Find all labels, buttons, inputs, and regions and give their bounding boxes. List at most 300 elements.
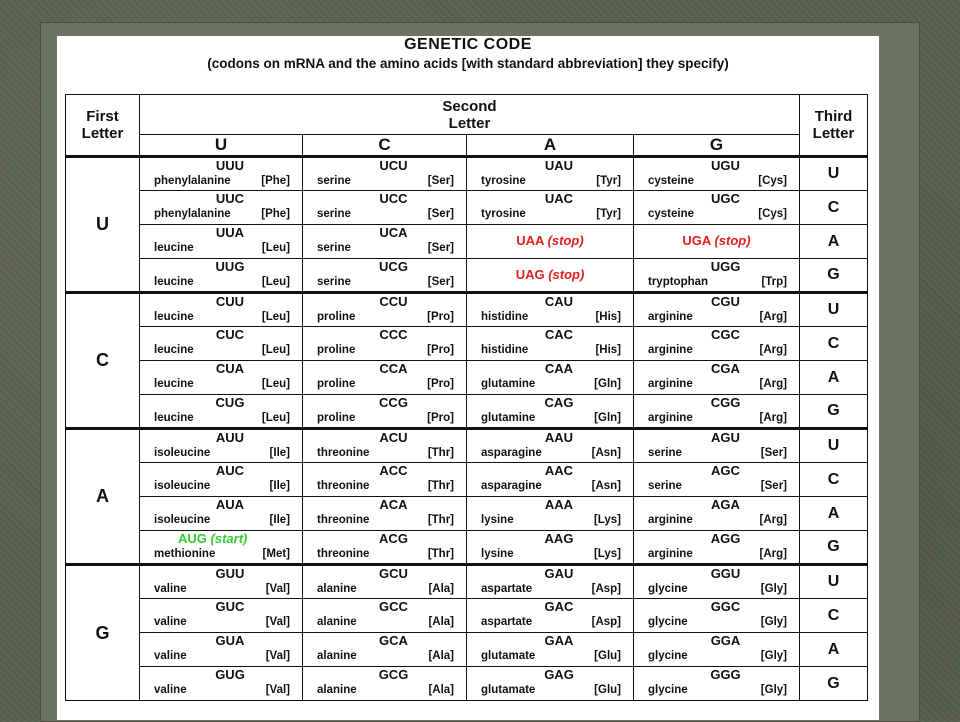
amino-acid-name: glutamate [481,650,536,662]
genetic-code-sheet [57,36,879,720]
codon-cell [140,531,303,565]
codon-text [634,667,799,682]
third-letter-header-line1: Third [814,108,853,125]
codon-cell [140,259,303,293]
codon-sequence: UAU [544,158,574,173]
codon-cell [467,293,634,327]
amino-acid-abbreviation: [Thr] [427,514,454,526]
codon-cell [140,463,303,497]
codon-cell [467,259,634,293]
codon-row [66,531,868,565]
amino-acid-name: serine [317,242,351,254]
codon-sequence: AUA [215,497,245,512]
amino-acid-abbreviation: [Arg] [759,344,787,356]
amino-acid-abbreviation: [Ser] [760,480,787,492]
amino-acid [634,512,799,529]
codon-sequence: CCU [379,294,408,309]
amino-acid-abbreviation: [Ser] [427,175,454,187]
codon-text [634,158,799,173]
amino-acid-abbreviation: [Pro] [427,412,454,424]
codon-row [66,633,868,667]
codon-text [634,395,799,410]
amino-acid [140,173,302,190]
codon-sequence: CAU [544,294,574,309]
amino-acid-name: tryptophan [648,276,709,288]
codon-cell [140,293,303,327]
amino-acid-abbreviation: [Leu] [261,242,290,254]
amino-acid-abbreviation: [Arg] [759,548,787,560]
amino-acid-name: threonine [317,548,370,560]
codon-sequence: CAC [544,327,574,342]
codon-cell [634,259,800,293]
first-base-label: U [66,157,140,293]
amino-acid [303,376,466,393]
amino-acid [140,546,302,563]
codon-cell [303,531,467,565]
codon-cell [467,429,634,463]
amino-acid-abbreviation: [Leu] [261,276,290,288]
third-base-label: U [800,565,868,599]
amino-acid-name: glycine [648,650,688,662]
amino-acid-name: asparagine [481,480,542,492]
amino-acid-name: lysine [481,548,514,560]
third-base-label: A [800,633,868,667]
codon-sequence: UGC [711,191,740,206]
codon-cell [140,327,303,361]
third-base-label: C [800,463,868,497]
amino-acid-name: alanine [317,616,357,628]
codon-text [140,566,302,581]
amino-acid-name: serine [317,276,351,288]
amino-acid-abbreviation: [Leu] [261,344,290,356]
amino-acid-abbreviation: [Ala] [428,650,454,662]
amino-acid-abbreviation: [Asp] [591,616,621,628]
amino-acid-name: threonine [317,514,370,526]
amino-acid-name: leucine [154,242,194,254]
amino-acid-abbreviation: [Arg] [759,514,787,526]
codon-cell [634,293,800,327]
amino-acid-abbreviation: [Gly] [760,583,787,595]
codon-sequence: CCA [379,361,408,376]
codon-cell [634,599,800,633]
codon-row [66,157,868,191]
amino-acid-name: alanine [317,583,357,595]
codon-sequence: GGA [710,633,741,648]
codon-text [634,566,799,581]
amino-acid-name: cysteine [648,208,695,220]
codon-text [303,361,466,376]
amino-acid [634,445,799,462]
codon-cell [140,565,303,599]
codon-cell [140,225,303,259]
amino-acid-abbreviation: [Gly] [760,650,787,662]
codon-cell [467,531,634,565]
amino-acid-abbreviation: [Gln] [594,412,621,424]
amino-acid-name: histidine [481,344,529,356]
second-letter-header-line1: Second [442,97,497,115]
amino-acid-abbreviation: [Val] [265,616,290,628]
codon-text [303,531,466,546]
third-letter-header-line2: Letter [812,125,855,142]
second-letter-header [140,95,800,135]
amino-acid-abbreviation: [Arg] [759,378,787,390]
amino-acid-name: isoleucine [154,514,211,526]
amino-acid [140,274,302,291]
amino-acid [467,512,633,529]
codon-text [140,259,302,274]
codon-cell [467,395,634,429]
amino-acid-name: alanine [317,650,357,662]
stop-codon-text: UAG [515,267,545,282]
codon-sequence: GAC [544,599,574,614]
codon-text [303,633,466,648]
codon-text [634,531,799,546]
codon-text [140,430,302,445]
amino-acid-name: valine [154,616,187,628]
codon-text [140,463,302,478]
amino-acid-abbreviation: [Ile] [269,447,290,459]
codon-text [467,599,633,614]
amino-acid-abbreviation: [Val] [265,684,290,696]
amino-acid [303,445,466,462]
amino-acid-name: tyrosine [481,208,526,220]
first-base-label: A [66,429,140,565]
codon-sequence: GCA [379,633,408,648]
amino-acid [634,342,799,359]
codon-sequence: GGG [710,667,741,682]
second-base-c: C [303,135,467,157]
codon-text [303,158,466,173]
codon-row [66,667,868,701]
amino-acid [634,648,799,665]
amino-acid-abbreviation: [Ile] [269,514,290,526]
amino-acid-name: aspartate [481,616,533,628]
codon-row [66,361,868,395]
amino-acid-name: arginine [648,378,693,390]
codon-text [634,294,799,309]
codon-cell [634,361,800,395]
amino-acid-name: valine [154,650,187,662]
amino-acid-abbreviation: [Thr] [427,447,454,459]
codon-sequence: CUU [215,294,245,309]
codon-sequence: AAG [544,531,574,546]
first-letter-header-line1: First [86,108,119,125]
codon-sequence: GGU [710,566,741,581]
amino-acid [467,376,633,393]
amino-acid-abbreviation: [Leu] [261,412,290,424]
amino-acid-name: asparagine [481,447,542,459]
codon-text [634,633,799,648]
amino-acid-name: proline [317,344,356,356]
codon-sequence: AUG [178,531,207,546]
amino-acid [140,648,302,665]
page-subtitle: (codons on mRNA and the amino acids [with standard abbreviation] they specify) [207,56,729,71]
codon-cell [303,497,467,531]
amino-acid-name: threonine [317,447,370,459]
codon-text [467,158,633,173]
page-title: GENETIC CODE [404,36,532,53]
codon-text [303,259,466,274]
codon-text [467,327,633,342]
codon-sequence: CUG [215,395,245,410]
codon-text [467,361,633,376]
amino-acid [634,478,799,495]
third-base-label: U [800,429,868,463]
codon-text [634,599,799,614]
amino-acid-abbreviation: [Gln] [594,378,621,390]
codon-sequence: CUC [215,327,245,342]
codon-cell [634,633,800,667]
codon-text [634,463,799,478]
codon-cell [303,327,467,361]
amino-acid [467,410,633,427]
amino-acid-abbreviation: [Trp] [761,276,787,288]
amino-acid [634,274,799,291]
codon-sequence: ACG [379,531,408,546]
codon-sequence: ACC [379,463,408,478]
codon-text [303,395,466,410]
third-base-label: G [800,667,868,701]
codon-sequence: UGU [711,158,740,173]
amino-acid [467,445,633,462]
amino-acid [467,614,633,631]
amino-acid-abbreviation: [Leu] [261,311,290,323]
amino-acid-abbreviation: [Cys] [758,175,787,187]
amino-acid-name: glycine [648,616,688,628]
codon-row [66,429,868,463]
codon-text [467,395,633,410]
codon-cell [140,395,303,429]
codon-cell [303,565,467,599]
codon-cell [467,327,634,361]
amino-acid-name: leucine [154,276,194,288]
codon-sequence: CGU [711,294,740,309]
amino-acid-name: glutamine [481,412,536,424]
amino-acid [634,309,799,326]
amino-acid-name: proline [317,412,356,424]
amino-acid-abbreviation: [Pro] [427,378,454,390]
first-letter-header [66,95,140,157]
codon-text [140,633,302,648]
amino-acid [634,410,799,427]
amino-acid [303,682,466,699]
amino-acid-abbreviation: [Thr] [427,480,454,492]
codon-sequence: AGU [711,430,740,445]
codon-cell [634,225,800,259]
amino-acid [303,478,466,495]
codon-sequence: AAA [544,497,574,512]
amino-acid [140,410,302,427]
third-base-label: G [800,259,868,293]
third-base-label: C [800,191,868,225]
amino-acid [303,274,466,291]
codon-cell [140,429,303,463]
amino-acid-name: glycine [648,684,688,696]
codon-cell [467,191,634,225]
amino-acid-abbreviation: [Asn] [591,480,621,492]
codon-text [140,497,302,512]
amino-acid [303,546,466,563]
amino-acid-abbreviation: [Arg] [759,412,787,424]
second-base-u: U [140,135,303,157]
amino-acid-abbreviation: [Ala] [428,684,454,696]
amino-acid [467,546,633,563]
amino-acid-name: serine [648,447,682,459]
codon-sequence: UCG [379,259,408,274]
amino-acid [303,173,466,190]
amino-acid [303,581,466,598]
amino-acid-name: isoleucine [154,480,211,492]
codon-row [66,225,868,259]
codon-cell [467,599,634,633]
first-base-label: G [66,565,140,701]
third-base-label: G [800,531,868,565]
first-letter-header-line2: Letter [81,125,124,142]
codon-text [303,463,466,478]
amino-acid [140,614,302,631]
codon-cell [467,225,634,259]
codon-sequence: CAA [544,361,574,376]
amino-acid-abbreviation: [Glu] [594,650,621,662]
codon-text [467,566,633,581]
amino-acid-abbreviation: [Tyr] [596,175,621,187]
amino-acid-name: leucine [154,311,194,323]
amino-acid [140,445,302,462]
codon-sequence: AGA [711,497,740,512]
stop-label: (stop) [547,233,584,248]
amino-acid-name: lysine [481,514,514,526]
amino-acid-name: valine [154,684,187,696]
amino-acid-abbreviation: [Ser] [760,447,787,459]
codon-sequence: GUA [215,633,245,648]
codon-sequence: GAG [544,667,574,682]
amino-acid-abbreviation: [His] [595,344,621,356]
amino-acid-name: phenylalanine [154,208,231,220]
amino-acid [303,648,466,665]
codon-sequence: AGG [710,531,741,546]
codon-text [140,667,302,682]
amino-acid [467,478,633,495]
amino-acid-abbreviation: [Pro] [427,311,454,323]
amino-acid [634,376,799,393]
third-letter-header [800,95,868,157]
genetic-code-table [65,94,868,701]
amino-acid [467,309,633,326]
codon-cell [634,157,800,191]
first-base-label: C [66,293,140,429]
amino-acid [634,206,799,223]
amino-acid [303,614,466,631]
codon-row [66,599,868,633]
codon-text [140,158,302,173]
codon-cell [303,463,467,497]
codon-cell [634,667,800,701]
codon-text [303,430,466,445]
codon-sequence: AUU [215,430,245,445]
amino-acid [467,206,633,223]
codon-text [303,566,466,581]
codon-cell [467,157,634,191]
codon-sequence: UUC [215,191,245,206]
amino-acid-name: threonine [317,480,370,492]
amino-acid-abbreviation: [Ser] [427,242,454,254]
codon-text [467,191,633,206]
codon-sequence: CAG [544,395,574,410]
codon-text [140,225,302,240]
stop-codon [634,225,799,257]
codon-sequence: GUC [215,599,245,614]
codon-text [467,497,633,512]
codon-cell [634,191,800,225]
amino-acid [140,309,302,326]
amino-acid-abbreviation: [Val] [265,650,290,662]
codon-cell [140,497,303,531]
codon-row [66,293,868,327]
codon-sequence: AUC [215,463,245,478]
codon-text [140,599,302,614]
amino-acid-abbreviation: [Lys] [593,548,621,560]
amino-acid-abbreviation: [Ser] [427,208,454,220]
amino-acid-abbreviation: [Val] [265,583,290,595]
codon-cell [303,667,467,701]
amino-acid-name: arginine [648,548,693,560]
codon-sequence: UUG [215,259,245,274]
amino-acid [140,206,302,223]
codon-sequence: GUU [215,566,245,581]
amino-acid [303,410,466,427]
amino-acid-abbreviation: [Leu] [261,378,290,390]
codon-cell [467,667,634,701]
third-base-label: G [800,395,868,429]
codon-text [303,225,466,240]
amino-acid-name: phenylalanine [154,175,231,187]
codon-row [66,463,868,497]
codon-text [467,531,633,546]
codon-cell [140,157,303,191]
codon-cell [634,565,800,599]
third-base-label: A [800,497,868,531]
codon-sequence: GAU [544,566,574,581]
codon-cell [303,395,467,429]
codon-text [634,430,799,445]
amino-acid-name: glycine [648,583,688,595]
codon-sequence: CCG [379,395,408,410]
codon-text [140,361,302,376]
amino-acid-abbreviation: [Asp] [591,583,621,595]
codon-cell [634,531,800,565]
amino-acid [467,648,633,665]
codon-text [303,327,466,342]
stop-codon [467,259,633,291]
codon-cell [303,293,467,327]
amino-acid-name: glutamine [481,378,536,390]
second-base-g: G [634,135,800,157]
codon-cell [634,429,800,463]
codon-cell [634,497,800,531]
amino-acid [140,478,302,495]
amino-acid-abbreviation: [Glu] [594,684,621,696]
codon-cell [140,667,303,701]
codon-sequence: CGA [711,361,740,376]
amino-acid-abbreviation: [Arg] [759,311,787,323]
codon-sequence: UGG [710,259,741,274]
amino-acid [303,512,466,529]
amino-acid [303,240,466,257]
codon-row [66,191,868,225]
second-base-a: A [467,135,634,157]
amino-acid [634,682,799,699]
amino-acid [140,682,302,699]
